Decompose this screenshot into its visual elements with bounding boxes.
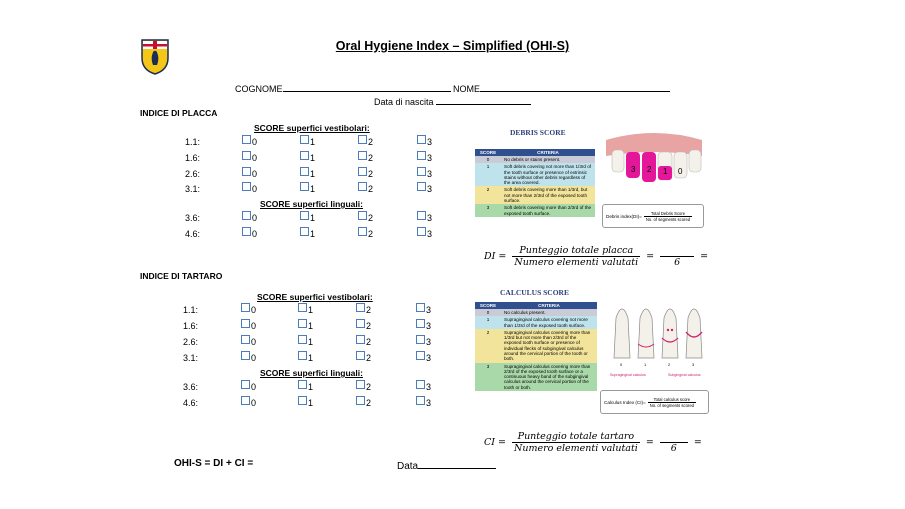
calculus-criteria-row [475, 329, 597, 363]
calculus-score-cell: 3 [486, 363, 490, 369]
score-checkbox[interactable] [358, 135, 367, 144]
calculus-score-cell: 2 [486, 329, 490, 335]
score-checkbox[interactable] [356, 396, 365, 405]
score-option-label: 3 [427, 184, 433, 194]
score-checkbox[interactable] [358, 211, 367, 220]
calculus-table [475, 302, 597, 391]
calculus-criteria-cell: Supragingival calculus covering more than 1/3rd but not more than 2/3rd of the exposed tooth surface or presence of individual flecks of subgingival calculus around the cervical portion of the tooth or both. [504, 329, 591, 362]
tooth-label: 3 [692, 362, 695, 367]
score-option-label: 2 [366, 353, 372, 363]
tartaro-section-title: INDICE DI TARTARO [140, 271, 223, 281]
score-option-label: 2 [366, 382, 372, 392]
score-checkbox[interactable] [358, 227, 367, 236]
score-checkbox[interactable] [242, 167, 251, 176]
score-checkbox[interactable] [242, 151, 251, 160]
score-checkbox[interactable] [300, 211, 309, 220]
score-checkbox[interactable] [242, 182, 251, 191]
score-checkbox[interactable] [356, 351, 365, 360]
tooth-row-label: 4.6: [183, 398, 199, 408]
calculus-index-box [600, 390, 709, 414]
score-checkbox[interactable] [242, 135, 251, 144]
debris-criteria-row [475, 156, 595, 163]
score-option-label: 2 [368, 137, 374, 147]
score-option-label: 1 [308, 353, 314, 363]
score-checkbox[interactable] [358, 151, 367, 160]
debris-criteria-row [475, 204, 595, 217]
debris-index-box [602, 204, 704, 228]
tooth-row-label: 2.6: [185, 169, 201, 179]
formula-ci: CI = $\frac{\text{Punteggio totale tartaro}}{\text{Numero elementi valutati}}$ = 6 = [484, 431, 702, 454]
score-checkbox[interactable] [417, 182, 426, 191]
score-checkbox[interactable] [300, 135, 309, 144]
supra-label: Supragingival calculus [610, 373, 646, 377]
score-option-label: 1 [310, 229, 316, 239]
score-checkbox[interactable] [417, 227, 426, 236]
calculus-index-num: Total calculus score [648, 397, 696, 403]
score-checkbox[interactable] [241, 380, 250, 389]
score-option-label: 1 [310, 213, 316, 223]
footer-date-line [397, 458, 496, 472]
score-option-label: 2 [366, 337, 372, 347]
formula-ci-den: Numero elementi valutati [514, 443, 638, 454]
debris-criteria-cell: No debris or stains present. [504, 157, 561, 162]
debris-index-label: Debris index(DI)= [606, 213, 642, 219]
score-checkbox[interactable] [298, 319, 307, 328]
formula-di-den: Numero elementi valutati [514, 257, 639, 268]
score-option-label: 1 [308, 382, 314, 392]
page-title: Oral Hygiene Index – Simplified (OHI-S) [335, 39, 570, 53]
data-nascita-label: Data di nascita [373, 97, 434, 107]
sub-label: Subgingival calculus [668, 373, 701, 377]
debris-col-score: SCORE [475, 149, 501, 156]
score-checkbox[interactable] [356, 319, 365, 328]
debris-score-cell: 1 [486, 164, 490, 170]
score-option-label: 1 [308, 321, 314, 331]
score-checkbox[interactable] [416, 380, 425, 389]
debris-criteria-cell: Soft debris covering more than 2/3rd of the exposed tooth surface. [504, 205, 592, 216]
tooth-row-label: 3.1: [183, 353, 199, 363]
score-checkbox[interactable] [241, 319, 250, 328]
tooth-label: 1 [644, 362, 647, 367]
score-option-label: 2 [368, 184, 374, 194]
score-checkbox[interactable] [241, 396, 250, 405]
formula-ci-den2: 6 [670, 443, 677, 454]
calculus-score-cell: 0 [486, 310, 490, 315]
debris-score-cell: 3 [486, 205, 490, 211]
score-checkbox[interactable] [356, 380, 365, 389]
placca-vestibolari-title: SCORE superfici vestibolari: [254, 123, 370, 133]
footer-date-field[interactable] [418, 458, 496, 469]
placca-section-title: INDICE DI PLACCA [140, 108, 218, 118]
formula-di-lhs: DI [484, 251, 496, 262]
calculus-criteria-cell: Supragingival calculus covering more than 2/3rd of the exposed tooth surface or a continuous heavy band of the subgingival calculus around the cervical portion of the tooth or both. [504, 363, 591, 390]
calculus-score-panel [474, 286, 712, 416]
calculus-index-den: No. of segments scored [649, 402, 694, 408]
cognome-label: COGNOME [234, 84, 283, 94]
score-option-label: 2 [368, 153, 374, 163]
score-option-label: 3 [426, 398, 432, 408]
score-option-label: 0 [252, 169, 258, 179]
nome-label: NOME [453, 84, 481, 94]
score-checkbox[interactable] [417, 151, 426, 160]
score-option-label: 1 [308, 398, 314, 408]
debris-criteria-row [475, 186, 595, 204]
score-option-label: 3 [427, 153, 433, 163]
score-checkbox[interactable] [417, 135, 426, 144]
score-option-label: 0 [252, 229, 258, 239]
tooth-row-label: 1.1: [185, 137, 201, 147]
footer-data-label: Data [397, 461, 419, 472]
score-checkbox[interactable] [241, 335, 250, 344]
calculus-criteria-row [475, 309, 597, 316]
debris-score-cell: 2 [486, 187, 490, 193]
score-option-label: 3 [427, 213, 433, 223]
tooth-row-label: 1.1: [183, 305, 199, 315]
calculus-score-cell: 1 [486, 317, 490, 323]
tooth-row-label: 1.6: [185, 153, 201, 163]
birthdate-line [0, 95, 905, 107]
score-checkbox[interactable] [417, 167, 426, 176]
score-option-label: 0 [251, 321, 257, 331]
debris-col-criteria: CRITERIA [501, 149, 595, 156]
score-option-label: 0 [252, 213, 258, 223]
calculus-criteria-cell: Supragingival calculus covering not more than 1/3rd of the exposed tooth surface. [504, 317, 588, 328]
score-option-label: 2 [366, 398, 372, 408]
score-option-label: 2 [366, 321, 372, 331]
tooth-row-label: 3.1: [185, 184, 201, 194]
formula-di: DI = $\frac{\text{Punteggio totale placca}}{\text{Numero elementi valutati}}$ = 6 = [484, 245, 709, 268]
score-option-label: 0 [251, 382, 257, 392]
score-option-label: 0 [251, 337, 257, 347]
teeth-debris-illustration [602, 130, 706, 200]
debris-criteria-cell: Soft debris covering more than 1/3rd, but not more than 2/3rd of the exposed tooth surface. [504, 187, 588, 203]
formula-ci-num: Punteggio totale tartaro [512, 431, 640, 443]
calculus-col-score: SCORE [475, 302, 501, 309]
score-checkbox[interactable] [300, 151, 309, 160]
score-checkbox[interactable] [416, 351, 425, 360]
score-option-label: 3 [426, 337, 432, 347]
score-checkbox[interactable] [416, 335, 425, 344]
nome-field[interactable] [480, 82, 670, 92]
score-checkbox[interactable] [241, 351, 250, 360]
score-option-label: 3 [427, 137, 433, 147]
debris-title: DEBRIS SCORE [510, 128, 566, 137]
score-checkbox[interactable] [300, 182, 309, 191]
tooth-row-label: 4.6: [185, 229, 201, 239]
score-checkbox[interactable] [242, 211, 251, 220]
score-checkbox[interactable] [298, 303, 307, 312]
debris-criteria-row [475, 163, 595, 186]
score-option-label: 0 [251, 398, 257, 408]
tooth-row-label: 3.6: [183, 382, 199, 392]
name-line [0, 82, 905, 94]
score-checkbox[interactable] [416, 303, 425, 312]
score-option-label: 1 [308, 337, 314, 347]
score-checkbox[interactable] [241, 303, 250, 312]
score-checkbox[interactable] [298, 380, 307, 389]
tooth-row-label: 1.6: [183, 321, 199, 331]
score-option-label: 3 [426, 353, 432, 363]
formula-ci-lhs: CI [484, 437, 496, 448]
score-option-label: 3 [426, 321, 432, 331]
score-option-label: 1 [310, 137, 316, 147]
tooth-label: 2 [647, 165, 652, 174]
score-checkbox[interactable] [300, 167, 309, 176]
score-checkbox[interactable] [417, 211, 426, 220]
score-checkbox[interactable] [300, 227, 309, 236]
tooth-label: 3 [631, 165, 636, 174]
debris-score-cell: 0 [486, 157, 490, 162]
score-option-label: 2 [368, 169, 374, 179]
debris-table [475, 149, 595, 217]
ohis-total: OHI-S = DI + CI = [174, 458, 254, 469]
debris-index-num: Total Debris Score [644, 211, 692, 217]
calculus-col-criteria: CRITERIA [501, 302, 597, 309]
formula-di-den2: 6 [674, 257, 681, 268]
score-checkbox[interactable] [356, 335, 365, 344]
tooth-label: 0 [678, 167, 683, 176]
tartaro-vestibolari-title: SCORE superfici vestibolari: [257, 292, 373, 302]
calculus-criteria-cell: No calculus present. [504, 310, 546, 315]
score-checkbox[interactable] [298, 396, 307, 405]
debris-criteria-cell: Soft debris covering not more than 1/3rd of the tooth surface or presence of extrinsic stains without other debris regardless of the area covered. [504, 164, 592, 186]
data-nascita-field[interactable] [436, 95, 531, 105]
calculus-index-label: Calculus Index (CI)= [604, 399, 646, 405]
score-checkbox[interactable] [416, 396, 425, 405]
score-option-label: 2 [368, 213, 374, 223]
score-option-label: 2 [366, 305, 372, 315]
score-checkbox[interactable] [298, 335, 307, 344]
score-option-label: 3 [426, 305, 432, 315]
score-option-label: 0 [251, 305, 257, 315]
score-checkbox[interactable] [358, 167, 367, 176]
score-option-label: 3 [426, 382, 432, 392]
placca-linguali-title: SCORE superfici linguali: [260, 199, 363, 209]
score-option-label: 1 [310, 184, 316, 194]
calculus-criteria-row [475, 363, 597, 391]
score-option-label: 3 [427, 169, 433, 179]
calculus-title: CALCULUS SCORE [500, 288, 569, 297]
score-option-label: 1 [308, 305, 314, 315]
score-checkbox[interactable] [356, 303, 365, 312]
score-checkbox[interactable] [298, 351, 307, 360]
debris-score-panel [474, 122, 706, 234]
cognome-field[interactable] [283, 82, 451, 92]
tooth-label: 1 [663, 167, 668, 176]
tooth-row-label: 2.6: [183, 337, 199, 347]
score-checkbox[interactable] [358, 182, 367, 191]
teeth-calculus-illustration [608, 298, 712, 382]
tooth-row-label: 3.6: [185, 213, 201, 223]
score-checkbox[interactable] [242, 227, 251, 236]
tooth-label: 0 [620, 362, 623, 367]
score-option-label: 0 [251, 353, 257, 363]
score-checkbox[interactable] [416, 319, 425, 328]
score-option-label: 0 [252, 184, 258, 194]
debris-index-den: No. of segments scored [645, 216, 691, 222]
tooth-label: 2 [668, 362, 671, 367]
formula-di-num: Punteggio totale placca [512, 245, 640, 257]
score-option-label: 3 [427, 229, 433, 239]
score-option-label: 0 [252, 137, 258, 147]
tartaro-linguali-title: SCORE superfici linguali: [260, 368, 363, 378]
score-option-label: 1 [310, 153, 316, 163]
calculus-criteria-row [475, 316, 597, 329]
score-option-label: 2 [368, 229, 374, 239]
score-option-label: 0 [252, 153, 258, 163]
score-option-label: 1 [310, 169, 316, 179]
